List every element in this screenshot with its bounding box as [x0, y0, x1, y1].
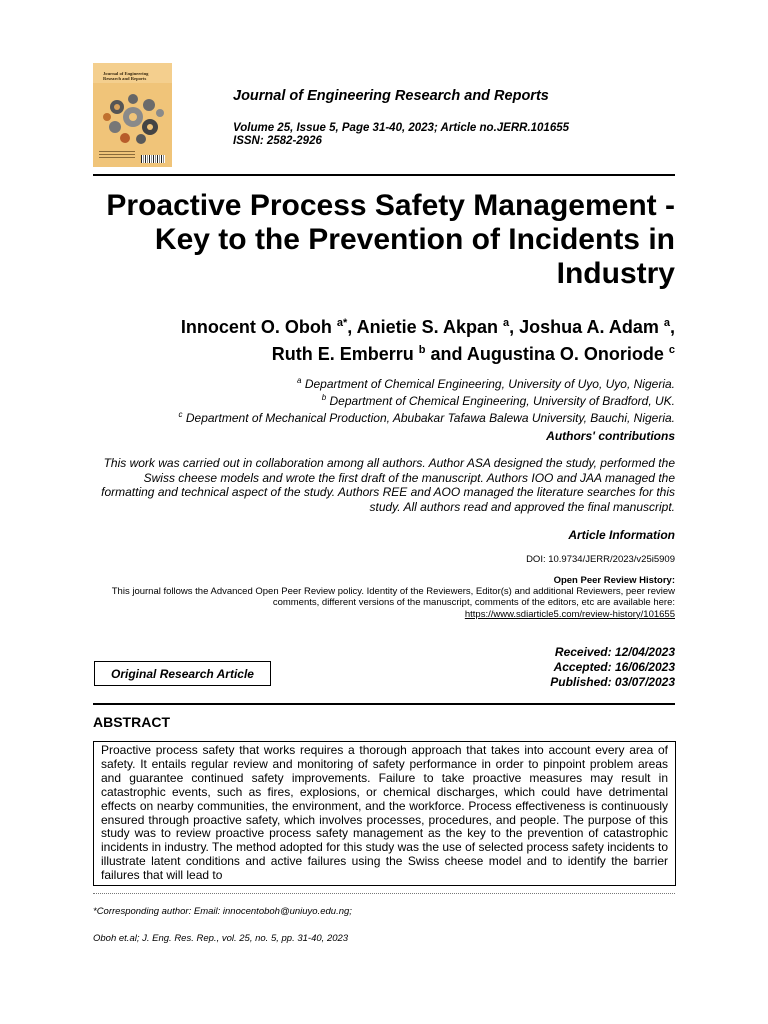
journal-cover-image [93, 63, 172, 167]
affiliation-b: $^b$ Department of Chemical Engineering, University of Bradford, UK. [321, 393, 675, 408]
journal-name: Journal of Engineering Research and Reports [233, 88, 549, 104]
author-affiliation-mark: a [503, 317, 510, 329]
abstract-heading: ABSTRACT [93, 714, 170, 730]
contributions-heading: Authors' contributions [546, 429, 675, 443]
gears-icon [93, 83, 172, 153]
article-info-heading: Article Information [568, 528, 675, 542]
accepted-date: Accepted: 16/06/2023 [553, 659, 675, 674]
corresponding-author: *Corresponding author: Email: innocentoboh@uniuyo.edu.ng; [93, 906, 352, 917]
affiliations [75, 374, 675, 425]
volume-info: Volume 25, Issue 5, Page 31-40, 2023; Article no.JERR.101655 [233, 122, 570, 134]
citation-line: Oboh et.al; J. Eng. Res. Rep., vol. 25, no. 5, pp. 31-40, 2023 [93, 933, 349, 944]
author-affiliation-mark: a [663, 317, 670, 329]
peer-review-text: This journal follows the Advanced Open Peer Review policy. Identity of the Reviewers, Editor(s) and additional Reviewers, peer review comments, different versions of the manuscript, comments of the editors, etc are available here: https://www.sdiarticle5.com/review-history/101655 [111, 586, 675, 620]
article-type-box: Original Research Article [94, 661, 271, 686]
section-rule [93, 703, 675, 705]
author-name: Innocent O. Oboh [180, 317, 332, 337]
article-title: Proactive Process Safety Management - Key to the Prevention of Incidents in Industry [106, 189, 675, 290]
article-dates [550, 645, 675, 689]
author-name: Ruth E. Emberru [271, 344, 414, 364]
contributions-text: This work was carried out in collaboration among all authors. Author ASA designed the study, performed the Swiss cheese models and wrote the first draft of the manuscript. Authors IOO and JAA managed the formatting and technical aspect of the study. Authors REE and AOO managed the literature searches for this study. All authors read and approved the final manuscript. [101, 456, 675, 514]
author-name: Anietie S. Akpan [356, 317, 498, 337]
published-date: Published: 03/07/2023 [550, 674, 675, 689]
author-affiliation-mark: c [668, 344, 675, 356]
author-list: Innocent O. Oboh $^{a*}$, Anietie S. Akpan $^a$, Joshua A. Adam $^a$, Ruth E. Emberru $^b$ and Augustina O. Onoriode $^c$ [180, 317, 675, 364]
header-rule [93, 174, 675, 176]
doi: DOI: 10.9734/JERR/2023/v25i5909 [526, 554, 675, 565]
footnote-divider [93, 893, 675, 894]
abstract-text: Proactive process safety that works requires a thorough approach that takes into account every area of safety. It entails regular review and monitoring of safety performance in order to pinpoint problem areas and guarantee continued safety improvements. Failure to take proactive measures may result in catastrophic events, such as fires, explosions, or chemical discharges, which could have detrimental effects on nearby communities, the environment, and the workforce. Process effectiveness is continuously ensured through proactive safety, which involves processes, procedures, and people. The purpose of this study was to review proactive process safety management as the key to the prevention of catastrophic incidents in industry. The method adopted for this study was the use of selected process safety incidents to illustrate latent conditions and active failures using the Swiss cheese model and to identify the barrier failures that will lead to [93, 741, 676, 886]
received-date: Received: 12/04/2023 [554, 645, 675, 659]
affiliation-c: $^c$ Department of Mechanical Production, Abubakar Tafawa Balewa University, Bauchi, Nigeria. [178, 410, 675, 425]
issn: ISSN: 2582-2926 [233, 135, 322, 147]
affiliation-a: $^a$ Department of Chemical Engineering, University of Uyo, Uyo, Nigeria. [297, 376, 675, 391]
author-affiliation-mark: b [418, 344, 426, 356]
author-affiliation-mark: a* [336, 317, 348, 329]
author-name: Augustina O. Onoriode [466, 344, 664, 364]
author-name: Joshua A. Adam [519, 317, 659, 337]
review-history-link[interactable]: https://www.sdiarticle5.com/review-history/101655 [464, 608, 675, 620]
peer-review-heading: Open Peer Review History: [553, 575, 675, 586]
cover-title: Journal of Engineering Research and Reports [103, 71, 149, 81]
